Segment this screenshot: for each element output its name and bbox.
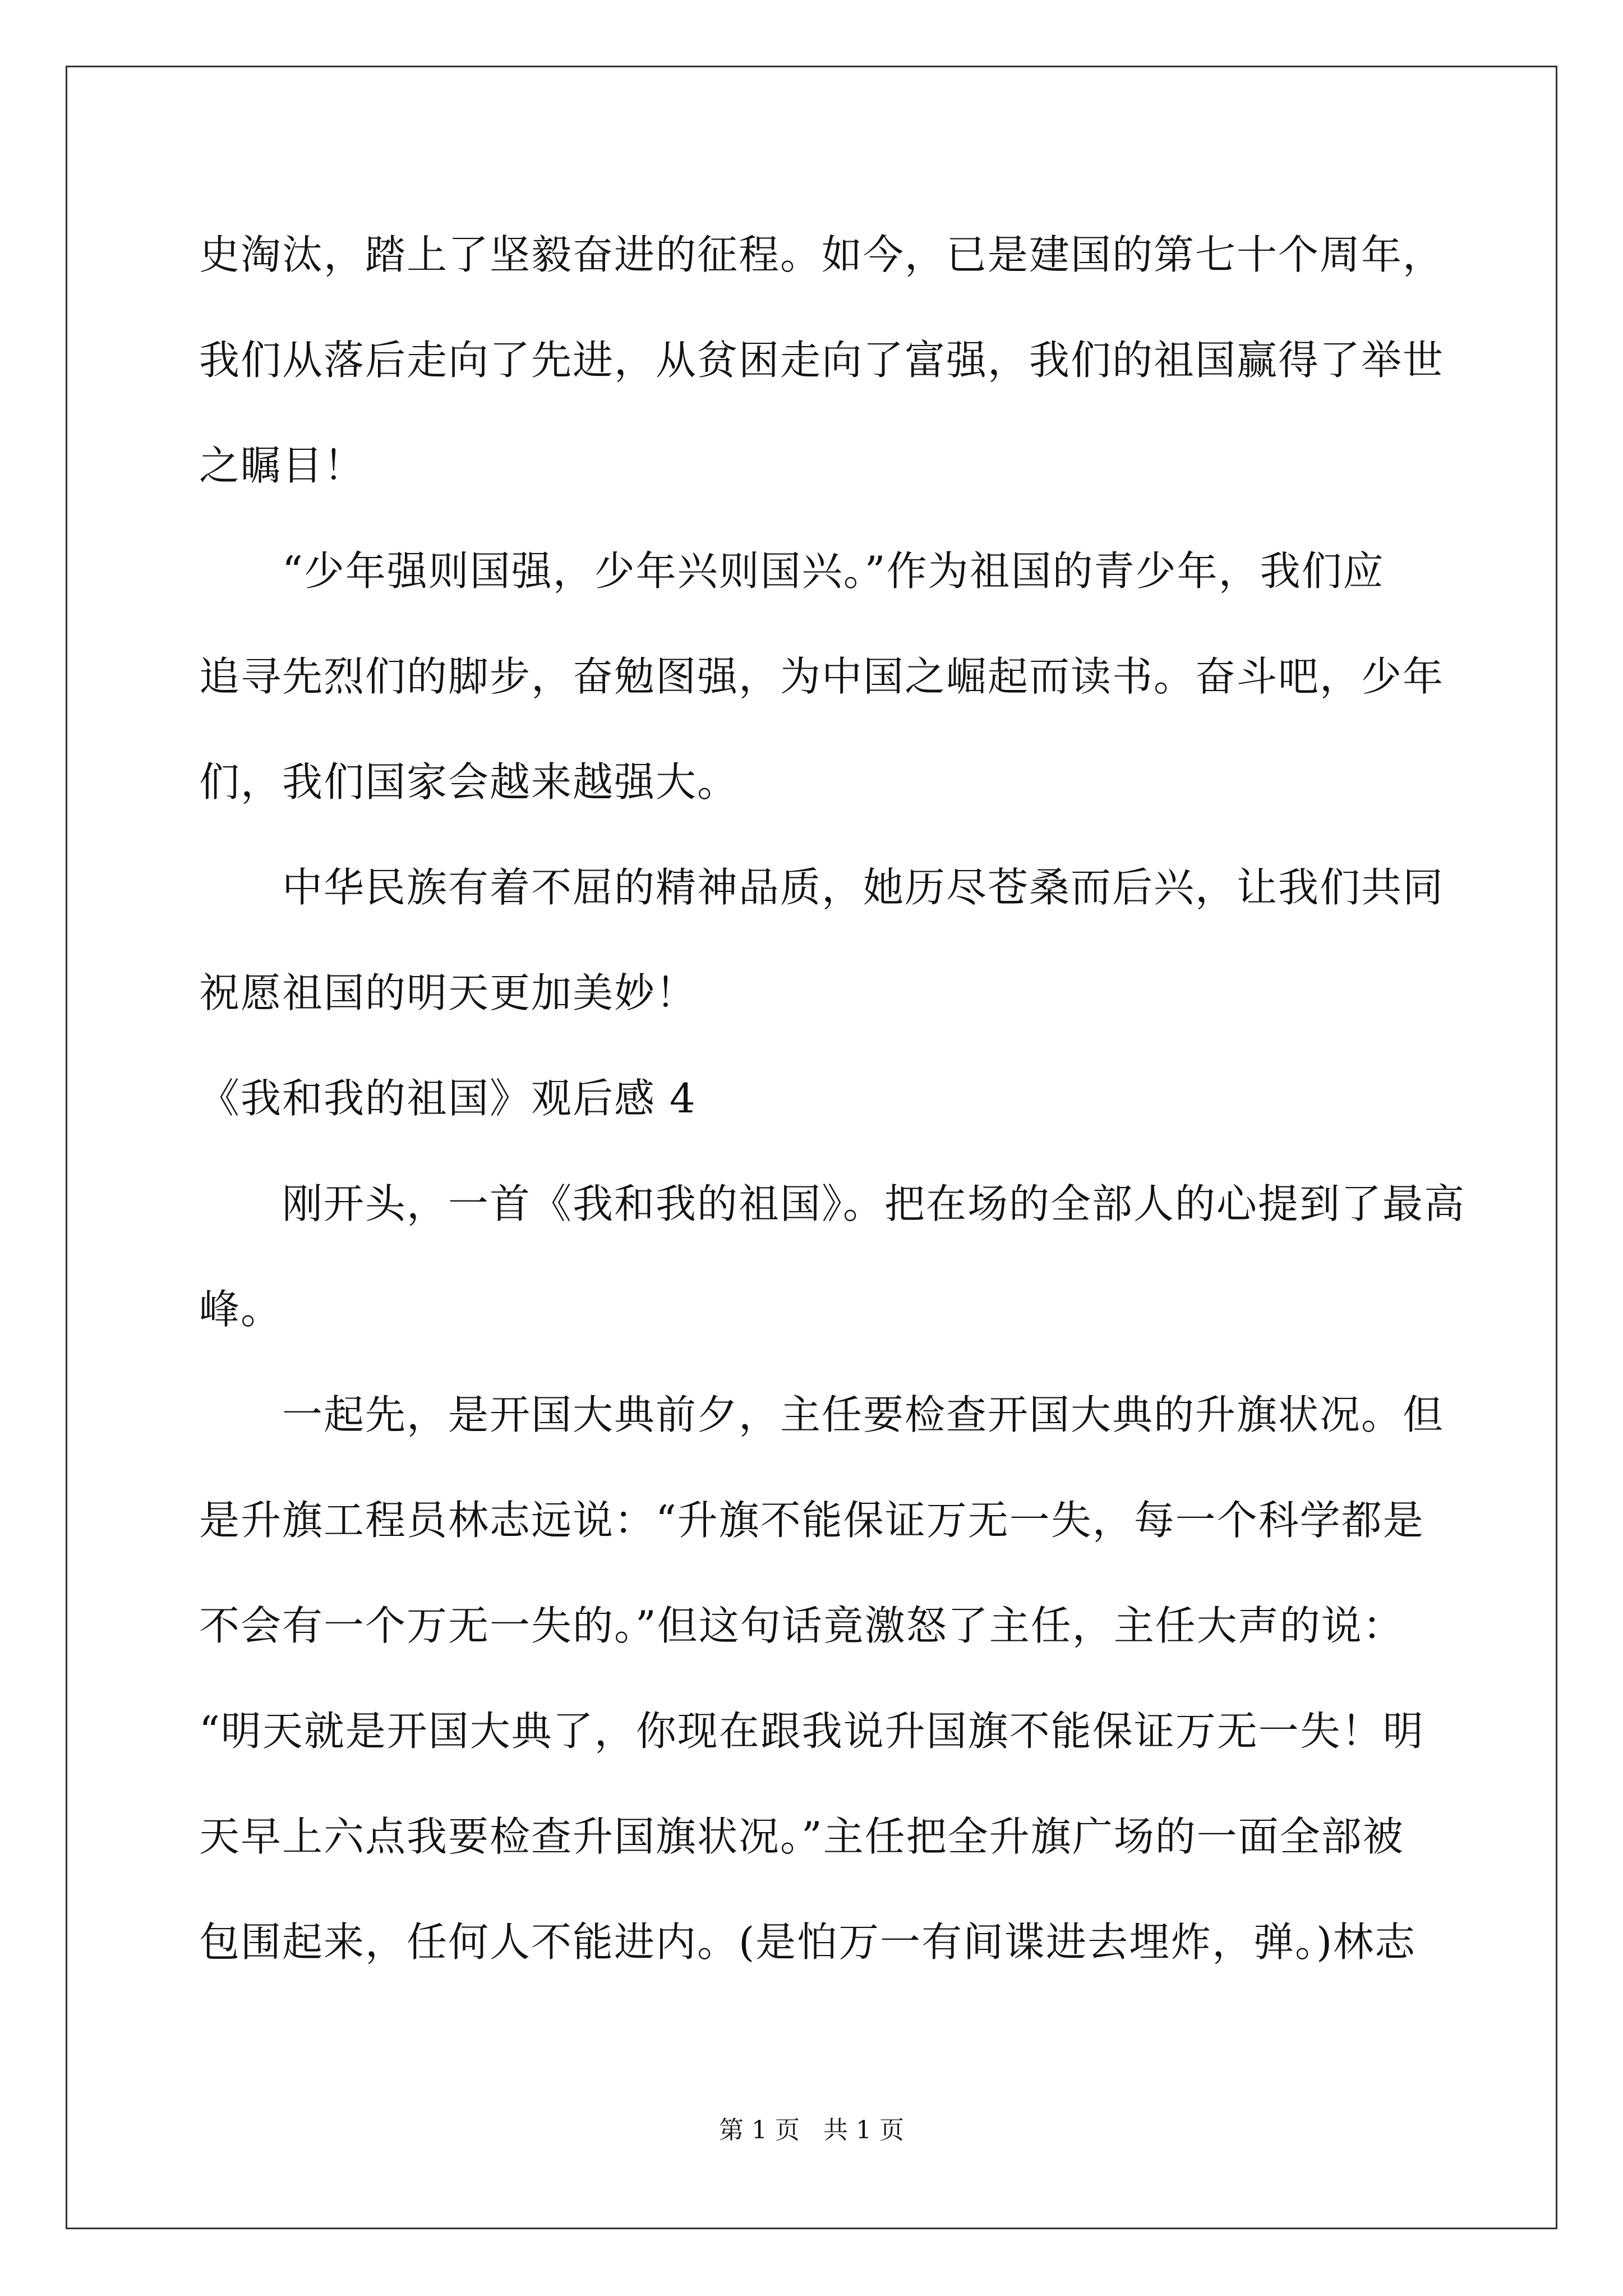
text-line: “明天就是开国大典了，你现在跟我说升国旗不能保证万无一失！明: [199, 1708, 1424, 1755]
page-total: 共 1 页: [823, 2116, 904, 2145]
text-line: 我们从落后走向了先进，从贫困走向了富强，我们的祖国赢得了举世: [199, 337, 1445, 384]
text-line: 们，我们国家会越来越强大。: [199, 758, 739, 806]
text-line: 包围起来，任何人不能进内。(是怕万一有间谍进去埋炸，弹。)林志: [199, 1918, 1417, 1966]
text-line: 之瞩目！: [199, 442, 366, 489]
page-number: 第 1 页: [719, 2116, 800, 2145]
text-line: 是升旗工程员林志远说：“升旗不能保证万无一失，每一个科学都是: [199, 1497, 1424, 1544]
section-heading: 《我和我的祖国》观后感 4: [199, 1075, 697, 1122]
document-body: [199, 202, 1466, 1995]
text-line: 中华民族有着不屈的精神品质，她历尽苍桑而后兴，让我们共同: [199, 864, 1445, 911]
page-footer: [0, 2114, 1623, 2147]
text-line: 祝愿祖国的明天更加美妙！: [199, 969, 698, 1016]
text-line: 峰。: [199, 1286, 283, 1333]
text-line: 史淘汰，踏上了坚毅奋进的征程。如今，已是建国的第七十个周年，: [199, 231, 1445, 278]
text-line: 一起先，是开国大典前夕，主任要检查开国大典的升旗状况。但: [199, 1391, 1445, 1438]
text-line: 不会有一个万无一失的。”但这句话竟激怒了主任，主任大声的说：: [199, 1602, 1404, 1649]
text-line: 刚开头，一首《我和我的祖国》。把在场的全部人的心提到了最高: [199, 1180, 1466, 1227]
text-line: 天早上六点我要检查升国旗状况。”主任把全升旗广场的一面全部被: [199, 1813, 1404, 1860]
text-line: “少年强则国强，少年兴则国兴。”作为祖国的青少年，我们应: [199, 547, 1385, 595]
text-line: 追寻先烈们的脚步，奋勉图强，为中国之崛起而读书。奋斗吧，少年: [199, 653, 1445, 700]
